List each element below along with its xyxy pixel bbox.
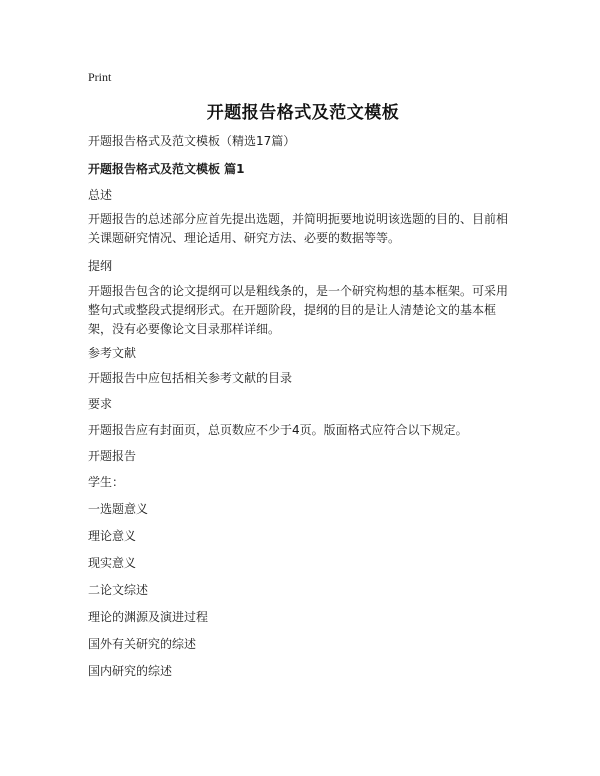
item-practical-significance: 现实意义 [88, 556, 137, 570]
heading-references: 参考文献 [88, 346, 137, 360]
paragraph-overview: 开题报告的总述部分应首先提出选题，并简明扼要地说明该选题的目的、目前相关课题研究情况、理论适用、研究方法、必要的数据等等。 [88, 212, 509, 245]
paragraph-outline: 开题报告包含的论文提纲可以是粗线条的，是一个研究构想的基本框架。可采用整句式或整段式提纲形式。在开题阶段，提纲的目的是让人清楚论文的基本框架，没有必要像论文目录那样详细。 [88, 284, 509, 336]
item-domestic-review: 国内研究的综述 [88, 664, 173, 678]
item-literature-review: 二论文综述 [88, 583, 149, 597]
document-title: 开题报告格式及范文模板 [206, 103, 400, 123]
item-theoretical-significance: 理论意义 [88, 529, 137, 543]
student-label: 学生： [88, 475, 125, 489]
heading-proposal: 开题报告 [88, 449, 137, 463]
paragraph-references: 开题报告中应包括相关参考文献的目录 [88, 371, 293, 385]
document-subtitle: 开题报告格式及范文模板（精选17篇） [88, 134, 296, 148]
heading-requirements: 要求 [88, 397, 113, 411]
item-foreign-review: 国外有关研究的综述 [88, 637, 197, 651]
print-label: Print [88, 70, 112, 84]
item-topic-significance: 一选题意义 [88, 502, 149, 516]
paragraph-requirements: 开题报告应有封面页，总页数应不少于4页。版面格式应符合以下规定。 [88, 423, 468, 437]
heading-outline: 提纲 [88, 259, 113, 273]
heading-overview: 总述 [88, 188, 113, 202]
item-theory-origin: 理论的渊源及演进过程 [88, 610, 209, 624]
section-heading: 开题报告格式及范文模板 篇1 [88, 162, 245, 176]
